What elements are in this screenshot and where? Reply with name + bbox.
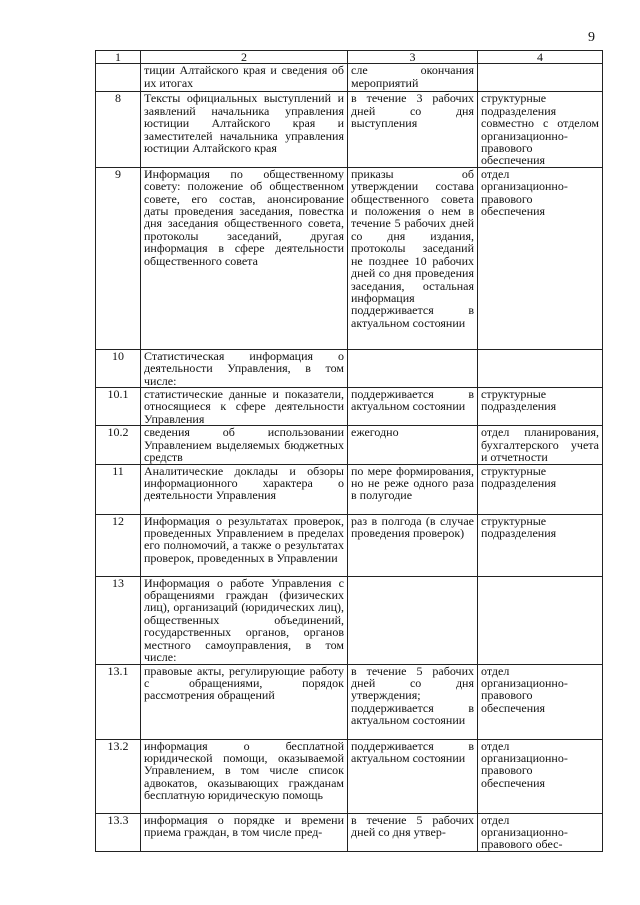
info-cell: информация о бесплатной юридической помощи, оказываемой Управлением, в том числе список адвокатов, оказывающих гражданам бесплатную юридическую помощь: [141, 739, 348, 813]
info-cell: статистические данные и показатели, относящиеся к сфере деятельности Управления: [141, 388, 348, 426]
row-number: [96, 64, 141, 92]
period-cell: сле окончания мероприятий: [348, 64, 478, 92]
table-row: [96, 514, 603, 576]
table-header-row: [96, 51, 603, 64]
row-number: 10.2: [96, 426, 141, 464]
document-table: [95, 50, 603, 852]
page-number: 9: [588, 30, 595, 45]
responsible-cell: отдел организационно-правового обеспечения: [478, 167, 603, 349]
row-number: 12: [96, 514, 141, 576]
responsible-cell: структурные подразделения совместно с отделом организационно-правового обеспечения: [478, 92, 603, 167]
header-cell: 3: [348, 51, 478, 64]
responsible-cell: отдел организационно-правового обеспечения: [478, 739, 603, 813]
table-row: [96, 813, 603, 851]
row-number: 9: [96, 167, 141, 349]
responsible-cell: структурные подразделения: [478, 514, 603, 576]
period-cell: ежегодно: [348, 426, 478, 464]
table-row: [96, 664, 603, 739]
row-number: 13.3: [96, 813, 141, 851]
table-row: [96, 388, 603, 426]
responsible-cell: отдел планирования, бухгалтерского учета и отчетности: [478, 426, 603, 464]
header-cell: 4: [478, 51, 603, 64]
row-number: 13.1: [96, 664, 141, 739]
period-cell: приказы об утверждении состава общественного совета и положения о нем в течение 5 рабочих дней со дня издания, протоколы заседаний не позднее 10 рабочих дней со дня проведения заседания, остальная информация поддерживается в актуальном состоянии: [348, 167, 478, 349]
period-cell: поддерживается в актуальном состоянии: [348, 739, 478, 813]
responsible-cell: отдел организационно-правового обес-: [478, 813, 603, 851]
row-number: 8: [96, 92, 141, 167]
row-number: 11: [96, 464, 141, 514]
period-cell: [348, 349, 478, 387]
table-row: [96, 426, 603, 464]
period-cell: [348, 576, 478, 664]
info-cell: Аналитические доклады и обзоры информационного характера о деятельности Управления: [141, 464, 348, 514]
period-cell: по мере формирования, но не реже одного раза в полугодие: [348, 464, 478, 514]
period-cell: в течение 5 рабочих дней со дня утверждения; поддерживается в актуальном состоянии: [348, 664, 478, 739]
period-cell: поддерживается в актуальном состоянии: [348, 388, 478, 426]
table-row: [96, 576, 603, 664]
table-row: [96, 167, 603, 349]
period-cell: раз в полгода (в случае проведения проверок): [348, 514, 478, 576]
responsible-cell: структурные подразделения: [478, 388, 603, 426]
table-row: [96, 739, 603, 813]
table-row: [96, 92, 603, 167]
table-row: [96, 349, 603, 387]
row-number: 10: [96, 349, 141, 387]
responsible-cell: отдел организационно-правового обеспечения: [478, 664, 603, 739]
period-cell: в течение 3 рабочих дней со дня выступления: [348, 92, 478, 167]
table-row: [96, 64, 603, 92]
info-cell: Статистическая информация о деятельности Управления, в том числе:: [141, 349, 348, 387]
info-cell: правовые акты, регулирующие работу с обращениями, порядок рассмотрения обращений: [141, 664, 348, 739]
period-cell: в течение 5 рабочих дней со дня утвер-: [348, 813, 478, 851]
responsible-cell: структурные подразделения: [478, 464, 603, 514]
info-cell: Информация по общественному совету: положение об общественном совете, его состав, анонсирование даты проведения заседания, повестка дня заседания общественного совета, протоколы заседаний, другая информация в сфере деятельности общественного совета: [141, 167, 348, 349]
table-row: [96, 464, 603, 514]
row-number: 10.1: [96, 388, 141, 426]
header-cell: 2: [141, 51, 348, 64]
header-cell: 1: [96, 51, 141, 64]
info-cell: информация о порядке и времени приема граждан, в том числе пред-: [141, 813, 348, 851]
info-cell: Тексты официальных выступлений и заявлений начальника управления юстиции Алтайского края и заместителей начальника управления юстиции Алтайского края: [141, 92, 348, 167]
info-cell: Информация о результатах проверок, проведенных Управлением в пределах его полномочий, а также о результатах проверок, проведенных в Управлении: [141, 514, 348, 576]
responsible-cell: [478, 64, 603, 92]
responsible-cell: [478, 576, 603, 664]
row-number: 13.2: [96, 739, 141, 813]
responsible-cell: [478, 349, 603, 387]
info-cell: Информация о работе Управления с обращениями граждан (физических лиц), организаций (юридических лиц), общественных объединений, государственных органов, органов местного самоуправления, в том числе:: [141, 576, 348, 664]
info-cell: сведения об использовании Управлением выделяемых бюджетных средств: [141, 426, 348, 464]
info-cell: тиции Алтайского края и сведения об их итогах: [141, 64, 348, 92]
row-number: 13: [96, 576, 141, 664]
